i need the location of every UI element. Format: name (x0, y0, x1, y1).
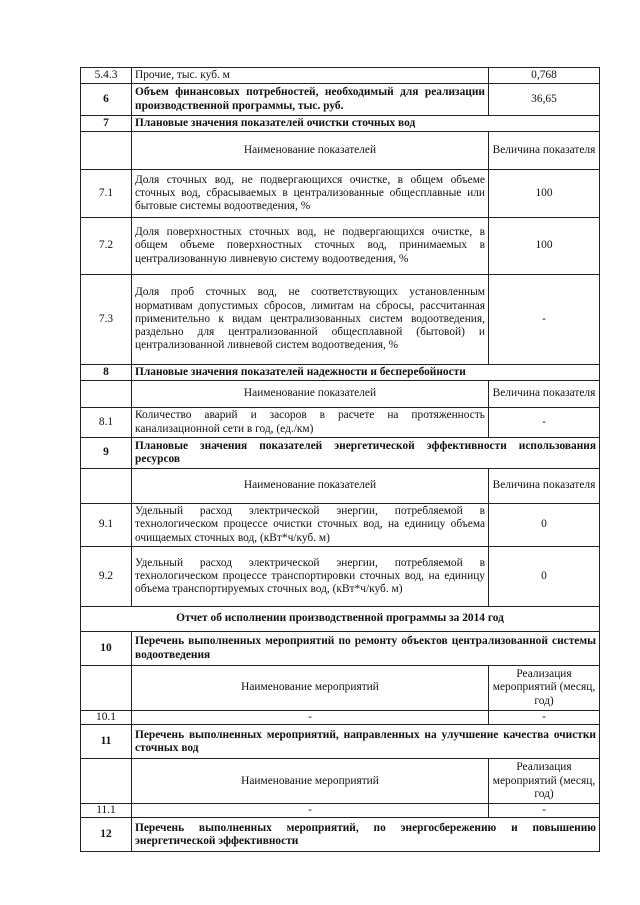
row-text: Объем финансовых потребностей, необходимый для реализации производственной программы, тыс. руб. (132, 84, 489, 116)
row-text: - (132, 711, 489, 725)
row-number: 5.4.3 (81, 68, 132, 84)
column-header-name: Наименование показателей (132, 469, 489, 504)
row-value: 0,768 (489, 68, 600, 84)
row-text: Доля поверхностных сточных вод, не подвергающихся очистке, в общем объеме поверхностных сточных вод, принимаемых в централизованную ливневую систему водоотведения, % (132, 218, 489, 275)
row-value: 0 (489, 547, 600, 607)
report-title: Отчет об исполнении производственной программы за 2014 год (81, 607, 600, 632)
empty-cell (81, 132, 132, 170)
column-header-name: Наименование мероприятий (132, 666, 489, 711)
column-header-name: Наименование показателей (132, 132, 489, 170)
row-text: Количество аварий и засоров в расчете на протяженность канализационной сети в год, (ед./км) (132, 408, 489, 438)
section-number: 11 (81, 725, 132, 759)
empty-cell (81, 469, 132, 504)
section-row (81, 818, 600, 852)
empty-cell (81, 759, 132, 804)
column-header-value: Величина показателя (489, 469, 600, 504)
row-value: - (489, 275, 600, 365)
empty-cell (81, 381, 132, 408)
row-number: 8.1 (81, 408, 132, 438)
header-row (81, 132, 600, 170)
table-row (81, 68, 600, 84)
column-header-value: Реализация мероприятий (месяц, год) (489, 759, 600, 804)
table-row (81, 711, 600, 725)
row-text: Удельный расход электрической энергии, потребляемой в технологическом процессе очистки сточных вод, на единицу объема очищаемых сточных вод, (кВт*ч/куб. м) (132, 504, 489, 547)
column-header-name: Наименование мероприятий (132, 759, 489, 804)
column-header-value: Величина показателя (489, 132, 600, 170)
table-row (81, 170, 600, 218)
row-value: 36,65 (489, 84, 600, 116)
section-row (81, 632, 600, 666)
section-number: 8 (81, 365, 132, 381)
row-text: Удельный расход электрической энергии, потребляемой в технологическом процессе транспортировки сточных вод, на единицу объема транспортируемых сточных вод, (кВт*ч/куб. м) (132, 547, 489, 607)
column-header-value: Реализация мероприятий (месяц, год) (489, 666, 600, 711)
row-number: 11.1 (81, 804, 132, 818)
header-row (81, 759, 600, 804)
row-value: 100 (489, 170, 600, 218)
section-row (81, 365, 600, 381)
row-value: 0 (489, 504, 600, 547)
section-row (81, 725, 600, 759)
section-title: Плановые значения показателей надежности и бесперебойности (132, 365, 600, 381)
section-row (81, 438, 600, 469)
row-value: 100 (489, 218, 600, 275)
row-value: - (489, 804, 600, 818)
row-value: - (489, 711, 600, 725)
program-table (80, 67, 600, 852)
section-title: Перечень выполненных мероприятий, направленных на улучшение качества очистки сточных вод (132, 725, 600, 759)
section-title: Перечень выполненных мероприятий по ремонту объектов централизованной системы водоотведения (132, 632, 600, 666)
row-number: 10.1 (81, 711, 132, 725)
row-number: 7.1 (81, 170, 132, 218)
header-row (81, 381, 600, 408)
table-row (81, 84, 600, 116)
row-number: 7.2 (81, 218, 132, 275)
empty-cell (81, 666, 132, 711)
section-title: Плановые значения показателей энергетической эффективности использования ресурсов (132, 438, 600, 469)
column-header-name: Наименование показателей (132, 381, 489, 408)
table-row (81, 275, 600, 365)
row-text: Доля проб сточных вод, не соответствующих установленным нормативам допустимых сбросов, лимитам на сбросы, рассчитанная применительно к видам централизованных систем водоотведения, раздельно для централизованной общесплавной (бытовой) и централизованной ливневой систем водоотведения, % (132, 275, 489, 365)
column-header-value: Величина показателя (489, 381, 600, 408)
row-number: 7.3 (81, 275, 132, 365)
header-row (81, 666, 600, 711)
section-number: 9 (81, 438, 132, 469)
table-row (81, 218, 600, 275)
section-title: Перечень выполненных мероприятий, по энергосбережению и повышению энергетической эффективности (132, 818, 600, 852)
section-title: Плановые значения показателей очистки сточных вод (132, 116, 600, 132)
row-value: - (489, 408, 600, 438)
section-number: 10 (81, 632, 132, 666)
row-text: Доля сточных вод, не подвергающихся очистке, в общем объеме сточных вод, сбрасываемых в централизованные общесплавные или бытовые системы водоотведения, % (132, 170, 489, 218)
table-row (81, 504, 600, 547)
report-title-row (81, 607, 600, 632)
header-row (81, 469, 600, 504)
row-number: 9.1 (81, 504, 132, 547)
row-number: 6 (81, 84, 132, 116)
section-number: 7 (81, 116, 132, 132)
table-row (81, 804, 600, 818)
table-row (81, 547, 600, 607)
table-row (81, 408, 600, 438)
row-text: - (132, 804, 489, 818)
section-number: 12 (81, 818, 132, 852)
row-text: Прочие, тыс. куб. м (132, 68, 489, 84)
row-number: 9.2 (81, 547, 132, 607)
section-row (81, 116, 600, 132)
